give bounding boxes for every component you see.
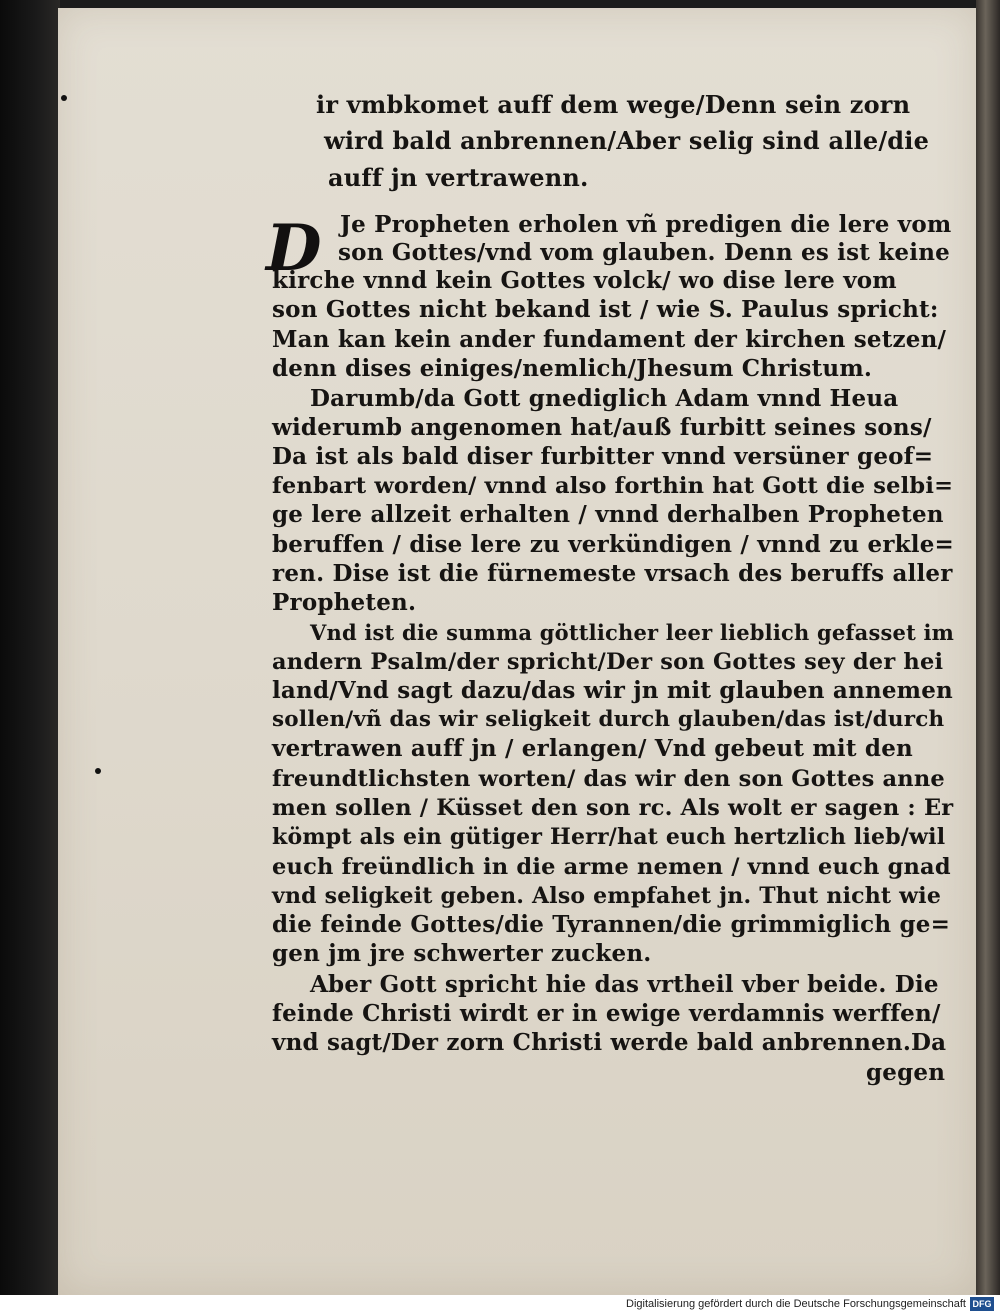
dfg-logo-icon: DFG bbox=[970, 1297, 994, 1311]
body-line: Je Propheten erholen vñ predigen die lere vom bbox=[340, 211, 952, 238]
margin-mark-top bbox=[61, 95, 67, 101]
body-line: widerumb angenomen hat/auß furbitt seines sons/ bbox=[272, 414, 932, 441]
body-line: men sollen / Küsset den son rc. Als wolt er sagen : Er bbox=[272, 795, 954, 821]
body-line: sollen/vñ das wir seligkeit durch glauben/das ist/durch bbox=[272, 707, 945, 732]
body-line: son Gottes nicht bekand ist / wie S. Paulus spricht: bbox=[272, 296, 939, 323]
body-line: son Gottes/vnd vom glauben. Denn es ist keine bbox=[338, 239, 950, 266]
body-line: Vnd ist die summa göttlicher leer lieblich gefasset im bbox=[310, 620, 955, 645]
body-line: Propheten. bbox=[272, 589, 417, 616]
body-line: gen jm jre schwerter zucken. bbox=[272, 940, 652, 967]
body-line: ren. Dise ist die fürnemeste vrsach des beruffs aller bbox=[272, 560, 953, 587]
body-line: andern Psalm/der spricht/Der son Gottes sey der hei bbox=[272, 649, 944, 675]
heading-line: wird bald anbrennen/Aber selig sind alle/die bbox=[324, 126, 930, 155]
body-line: Da ist als bald diser furbitter vnnd versüner geof= bbox=[272, 443, 934, 470]
body-line: ge lere allzeit erhalten / vnnd derhalben Propheten bbox=[272, 501, 944, 528]
body-line: vnd sagt/Der zorn Christi werde bald anbrennen.Da bbox=[272, 1029, 947, 1056]
body-line: land/Vnd sagt dazu/das wir jn mit glauben annemen bbox=[272, 677, 953, 704]
body-line: Darumb/da Gott gnediglich Adam vnnd Heua bbox=[310, 385, 899, 412]
body-line: freundtlichsten worten/ das wir den son Gottes anne bbox=[272, 766, 945, 792]
body-line: beruffen / dise lere zu verkündigen / vnnd zu erkle= bbox=[272, 531, 955, 558]
body-line: die feinde Gottes/die Tyrannen/die grimmiglich ge= bbox=[272, 911, 951, 938]
body-line: euch freündlich in die arme nemen / vnnd euch gnad bbox=[272, 854, 951, 880]
body-line: vertrawen auff jn / erlangen/ Vnd gebeut mit den bbox=[272, 735, 913, 762]
body-line: fenbart worden/ vnnd also forthin hat Gott die selbi= bbox=[272, 473, 954, 499]
body-line: Aber Gott spricht hie das vrtheil vber beide. Die bbox=[310, 971, 939, 998]
heading-line: auff jn vertrawenn. bbox=[328, 163, 589, 192]
body-line: Man kan kein ander fundament der kirchen setzen/ bbox=[272, 326, 947, 353]
decorated-initial-letter: D bbox=[266, 211, 322, 286]
body-line: kömpt als ein gütiger Herr/hat euch hertzlich lieb/wil bbox=[272, 824, 946, 850]
book-binding-edge bbox=[0, 0, 60, 1295]
catchword: gegen bbox=[866, 1059, 946, 1086]
margin-mark-middle bbox=[95, 768, 101, 774]
book-right-edge bbox=[976, 0, 1000, 1295]
body-line: vnd seligkeit geben. Also empfahet jn. Thut nicht wie bbox=[272, 883, 942, 909]
body-line: feinde Christi wirdt er in ewige verdamnis werffen/ bbox=[272, 1000, 941, 1027]
body-line: denn dises einiges/nemlich/Jhesum Christum. bbox=[272, 355, 873, 382]
footer-credit: Digitalisierung gefördert durch die Deutsche Forschungsgemeinschaft bbox=[626, 1298, 966, 1310]
heading-line: ir vmbkomet auff dem wege/Denn sein zorn bbox=[316, 90, 911, 119]
body-line: kirche vnnd kein Gottes volck/ wo dise lere vom bbox=[272, 267, 897, 294]
